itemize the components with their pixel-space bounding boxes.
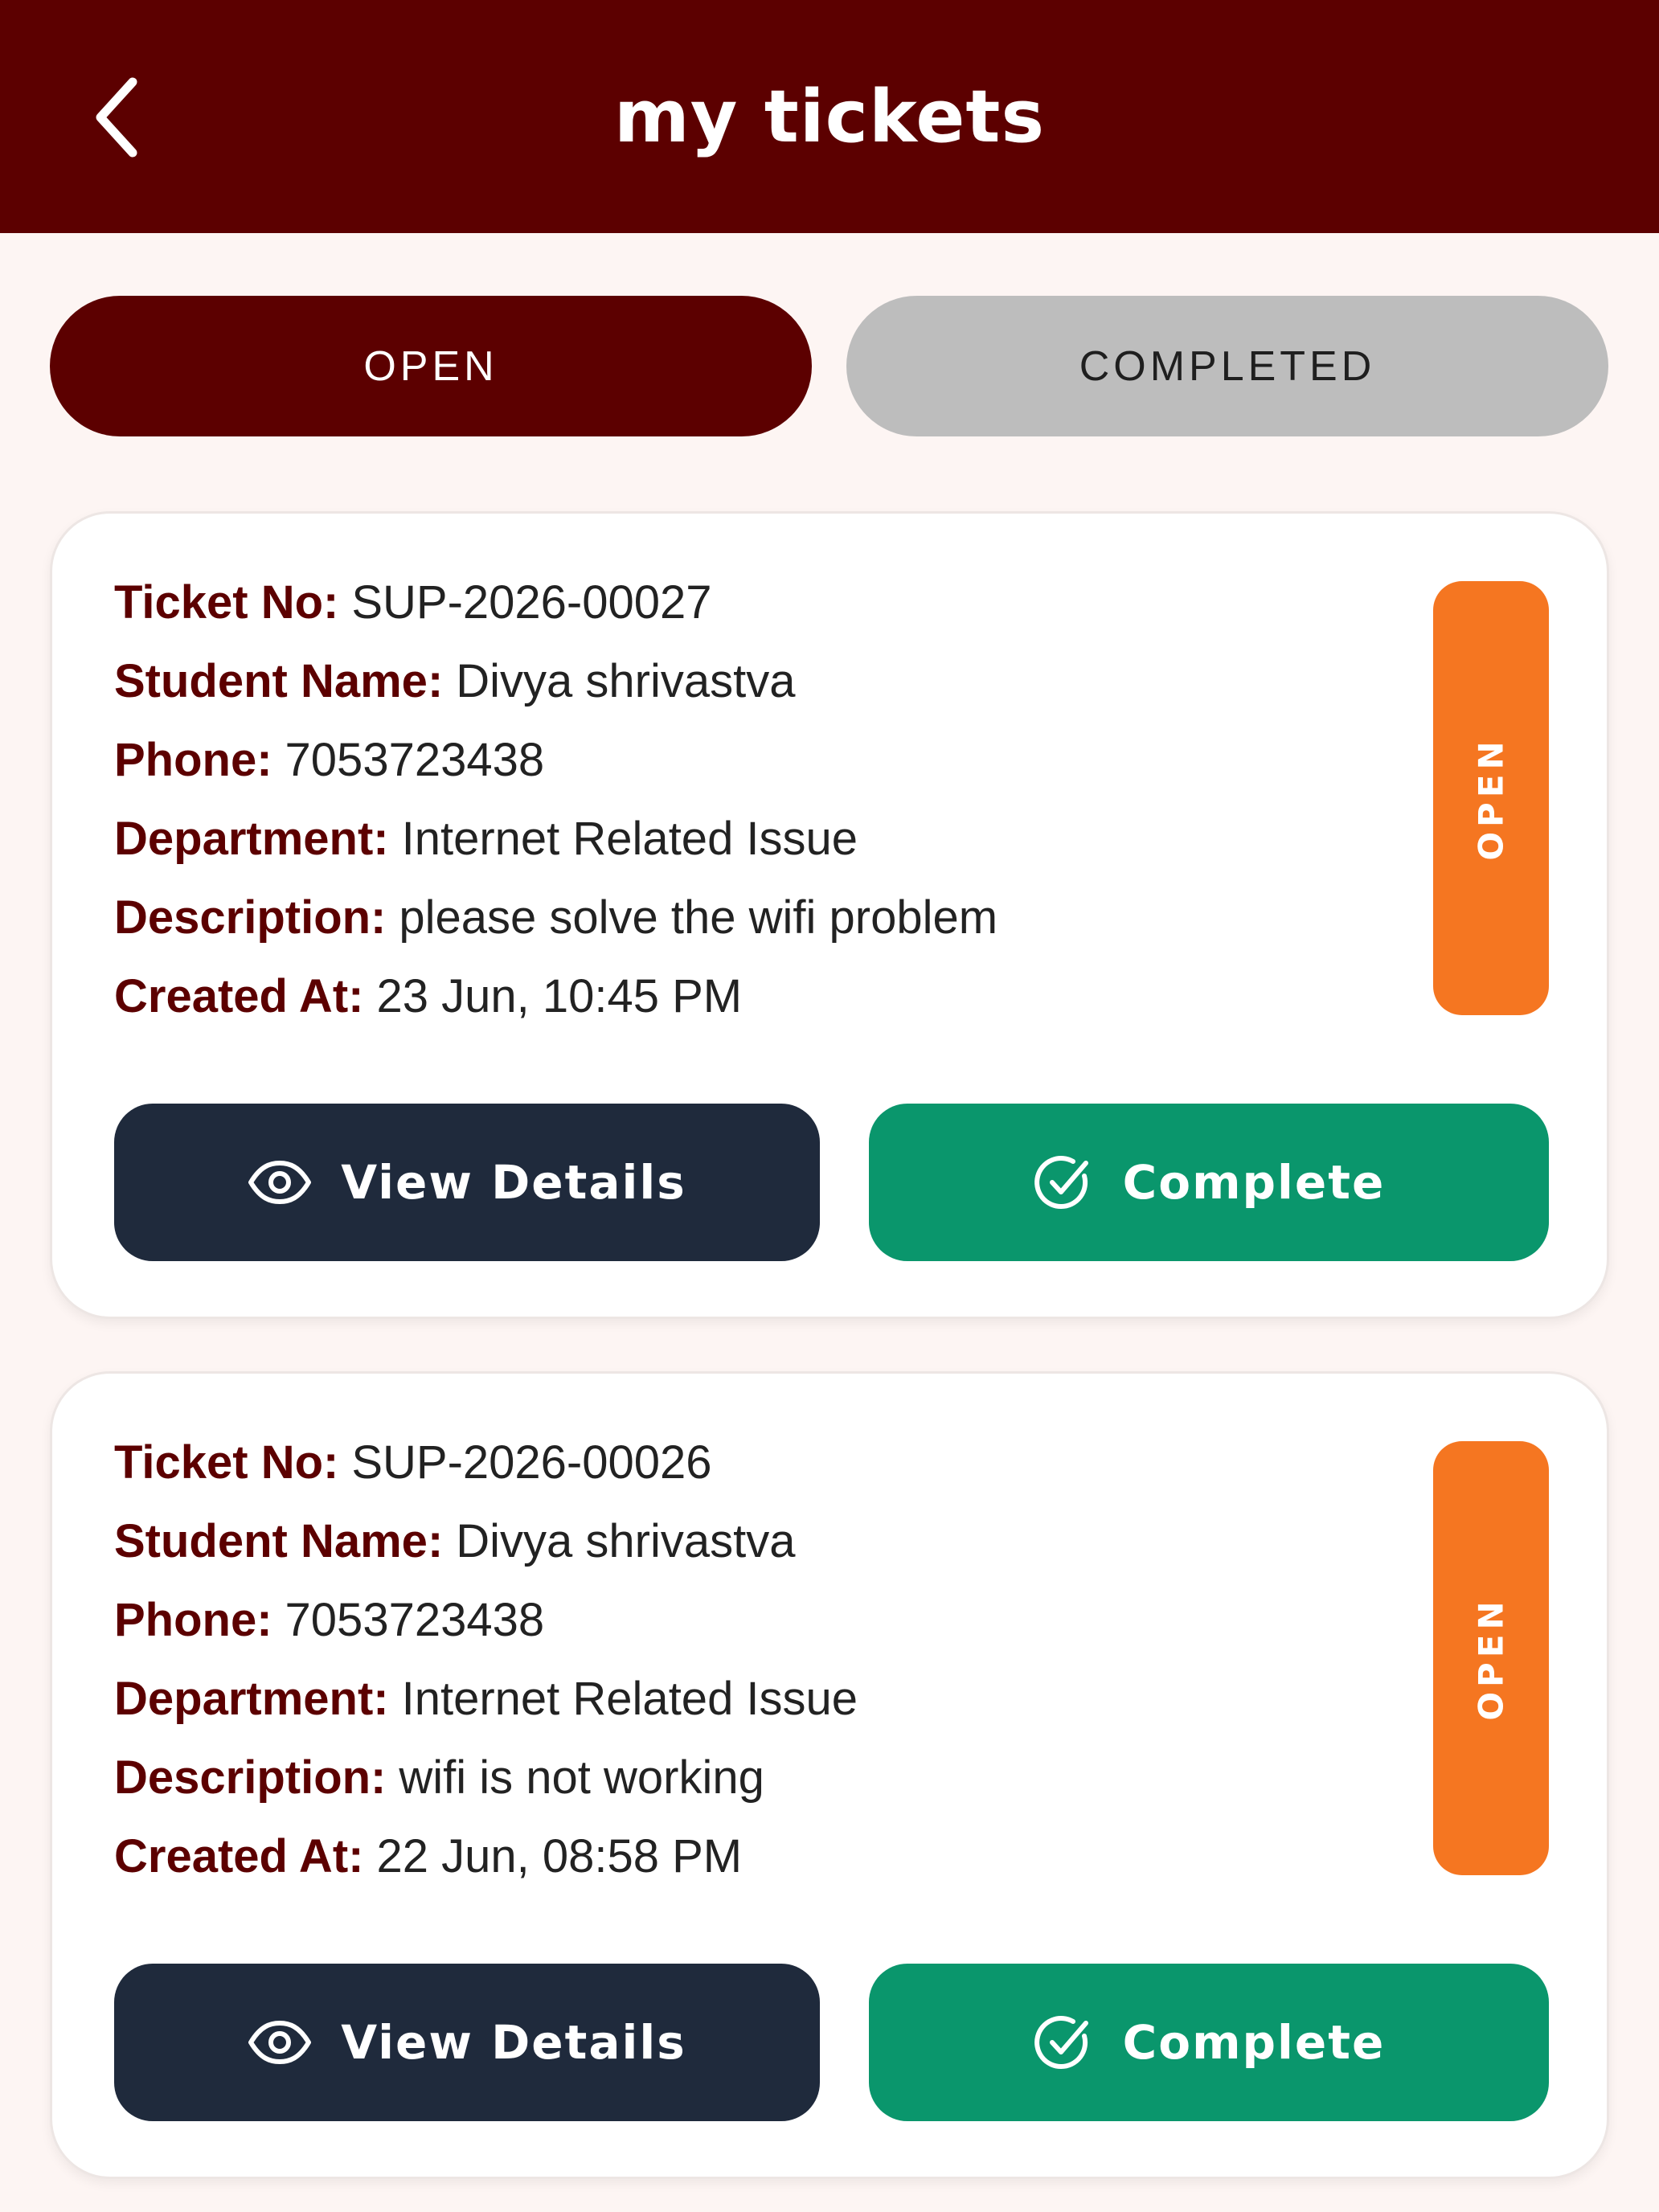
check-circle-icon (1033, 1152, 1094, 1213)
status-badge (1433, 1441, 1549, 1875)
created-at-label: Created At: (114, 1829, 364, 1882)
ticket-card (50, 1371, 1609, 2179)
ticket-card (50, 511, 1609, 1319)
eye-icon (248, 1160, 312, 1205)
description-row (114, 885, 997, 949)
tab-open[interactable]: OPEN (50, 296, 812, 436)
department-value: Internet Related Issue (401, 1672, 858, 1725)
page-title: my tickets (613, 74, 1046, 159)
status-badge-label: OPEN (1471, 735, 1511, 861)
chevron-left-icon (92, 76, 141, 159)
description-value: please solve the wifi problem (399, 891, 998, 944)
view-details-button[interactable] (114, 1964, 820, 2121)
ticket-number-value: SUP-2026-00026 (351, 1436, 712, 1489)
student-name-value: Divya shrivastva (456, 1514, 796, 1567)
department-label: Department: (114, 812, 389, 865)
phone-label: Phone: (114, 733, 272, 786)
description-row (114, 1745, 764, 1809)
phone-value: 7053723438 (285, 1593, 545, 1646)
department-row (114, 806, 858, 870)
student-name-row (114, 649, 796, 713)
phone-label: Phone: (114, 1593, 272, 1646)
tab-completed[interactable]: COMPLETED (846, 296, 1608, 436)
status-badge (1433, 581, 1549, 1015)
view-details-label: View Details (341, 2015, 686, 2070)
created-at-row (114, 964, 742, 1028)
department-row (114, 1666, 858, 1731)
eye-icon (248, 2020, 312, 2065)
app-header (0, 0, 1659, 233)
student-name-label: Student Name: (114, 1514, 444, 1567)
description-label: Description: (114, 1751, 387, 1804)
complete-button[interactable] (869, 1104, 1549, 1261)
complete-label: Complete (1122, 2015, 1386, 2070)
complete-button[interactable] (869, 1964, 1549, 2121)
student-name-value: Divya shrivastva (456, 654, 796, 707)
student-name-row (114, 1509, 796, 1573)
department-value: Internet Related Issue (401, 812, 858, 865)
ticket-number-row (114, 1430, 712, 1494)
back-button[interactable] (80, 72, 153, 162)
phone-value: 7053723438 (285, 733, 545, 786)
ticket-number-value: SUP-2026-00027 (351, 576, 712, 629)
ticket-number-label: Ticket No: (114, 1436, 339, 1489)
created-at-value: 23 Jun, 10:45 PM (376, 969, 743, 1022)
description-value: wifi is not working (399, 1751, 764, 1804)
ticket-number-label: Ticket No: (114, 576, 339, 629)
ticket-number-row (114, 570, 712, 634)
created-at-row (114, 1824, 742, 1888)
created-at-value: 22 Jun, 08:58 PM (376, 1829, 743, 1882)
created-at-label: Created At: (114, 969, 364, 1022)
view-details-label: View Details (341, 1155, 686, 1210)
phone-row (114, 1587, 544, 1652)
phone-row (114, 727, 544, 792)
complete-label: Complete (1122, 1155, 1386, 1210)
student-name-label: Student Name: (114, 654, 444, 707)
status-badge-label: OPEN (1471, 1596, 1511, 1721)
check-circle-icon (1033, 2012, 1094, 2073)
description-label: Description: (114, 891, 387, 944)
view-details-button[interactable] (114, 1104, 820, 1261)
department-label: Department: (114, 1672, 389, 1725)
